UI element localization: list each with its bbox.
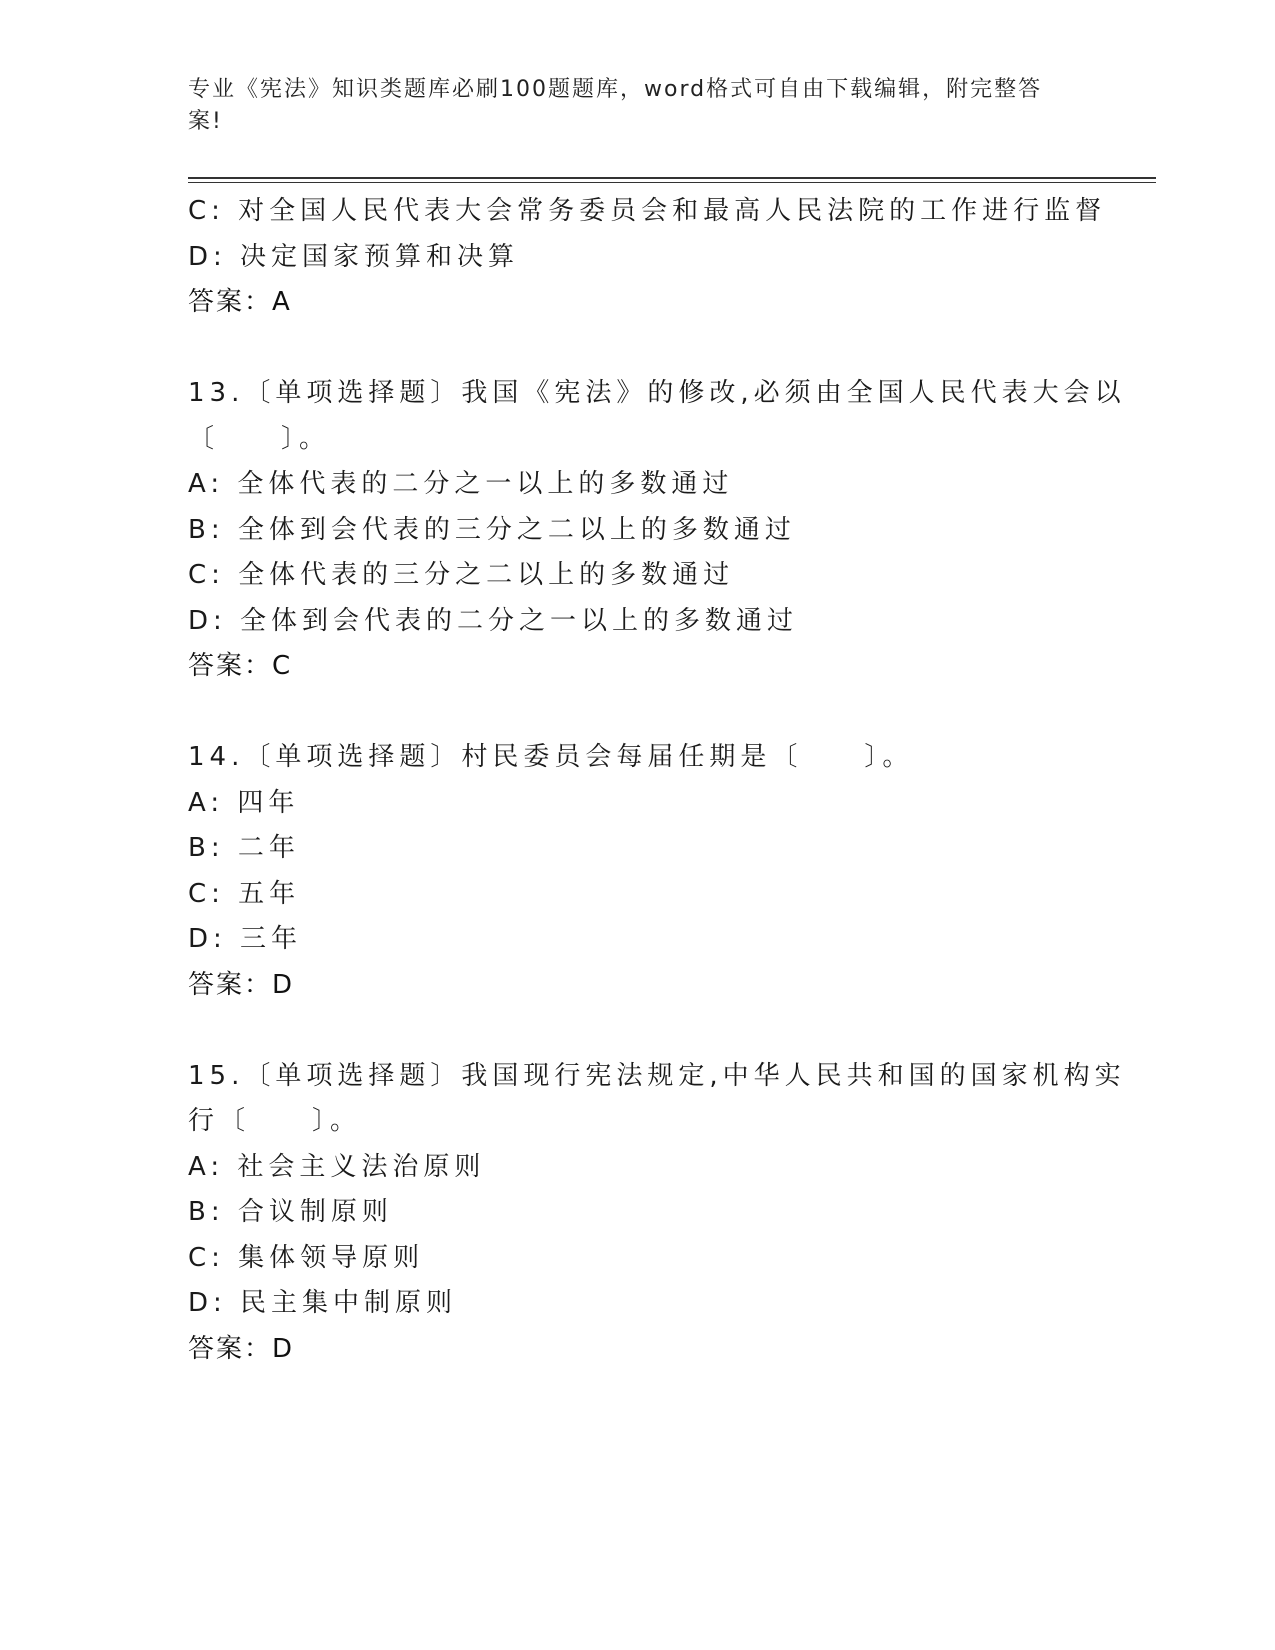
question-14 — [188, 735, 1088, 1008]
option-b: B: 二年 — [188, 833, 300, 863]
question-13 — [188, 371, 1126, 690]
option-c: C: 集体领导原则 — [188, 1242, 425, 1273]
question-stem-continued: 〔 〕。 — [188, 423, 331, 454]
spacer — [188, 1008, 1088, 1054]
question-15 — [188, 1054, 1126, 1373]
question-stem: 14.〔单项选择题〕村民委员会每届任期是〔 〕。 — [188, 742, 914, 772]
question-12-continued — [188, 189, 1107, 326]
header-line-1: 专业《宪法》知识类题库必刷100题题库，word格式可自由下载编辑，附完整答 — [188, 77, 1043, 102]
option-d: D: 决定国家预算和决算 — [188, 241, 520, 272]
option-c: C: 五年 — [188, 878, 301, 909]
option-d: D: 全体到会代表的二分之一以上的多数通过 — [188, 605, 799, 636]
answer-label: 答案：A — [188, 287, 292, 317]
option-a: A: 全体代表的二分之一以上的多数通过 — [188, 469, 734, 499]
option-c: C: 对全国人民代表大会常务委员会和最高人民法院的工作进行监督 — [188, 196, 1107, 226]
option-b: B: 全体到会代表的三分之二以上的多数通过 — [188, 514, 796, 545]
header-divider-thick — [188, 177, 1156, 179]
spacer — [188, 326, 1088, 372]
option-b: B: 合议制原则 — [188, 1197, 393, 1227]
option-d: D: 民主集中制原则 — [188, 1288, 458, 1318]
option-d: D: 三年 — [188, 924, 303, 954]
option-a: A: 四年 — [188, 787, 300, 818]
question-stem: 13.〔单项选择题〕我国《宪法》的修改,必须由全国人民代表大会以 — [188, 378, 1126, 408]
answer-label: 答案：D — [188, 969, 295, 1000]
option-c: C: 全体代表的三分之二以上的多数通过 — [188, 560, 735, 590]
question-list — [188, 189, 1126, 1372]
answer-label: 答案：D — [188, 1333, 295, 1364]
answer-label: 答案：C — [188, 651, 293, 681]
header-divider-thin — [188, 182, 1156, 183]
header-line-2: 案! — [188, 109, 223, 134]
spacer — [188, 690, 1088, 736]
question-stem-continued: 行〔 〕。 — [188, 1106, 362, 1136]
question-stem: 15.〔单项选择题〕我国现行宪法规定,中华人民共和国的国家机构实 — [188, 1060, 1126, 1091]
option-a: A: 社会主义法治原则 — [188, 1151, 486, 1182]
page-header — [188, 74, 1068, 138]
